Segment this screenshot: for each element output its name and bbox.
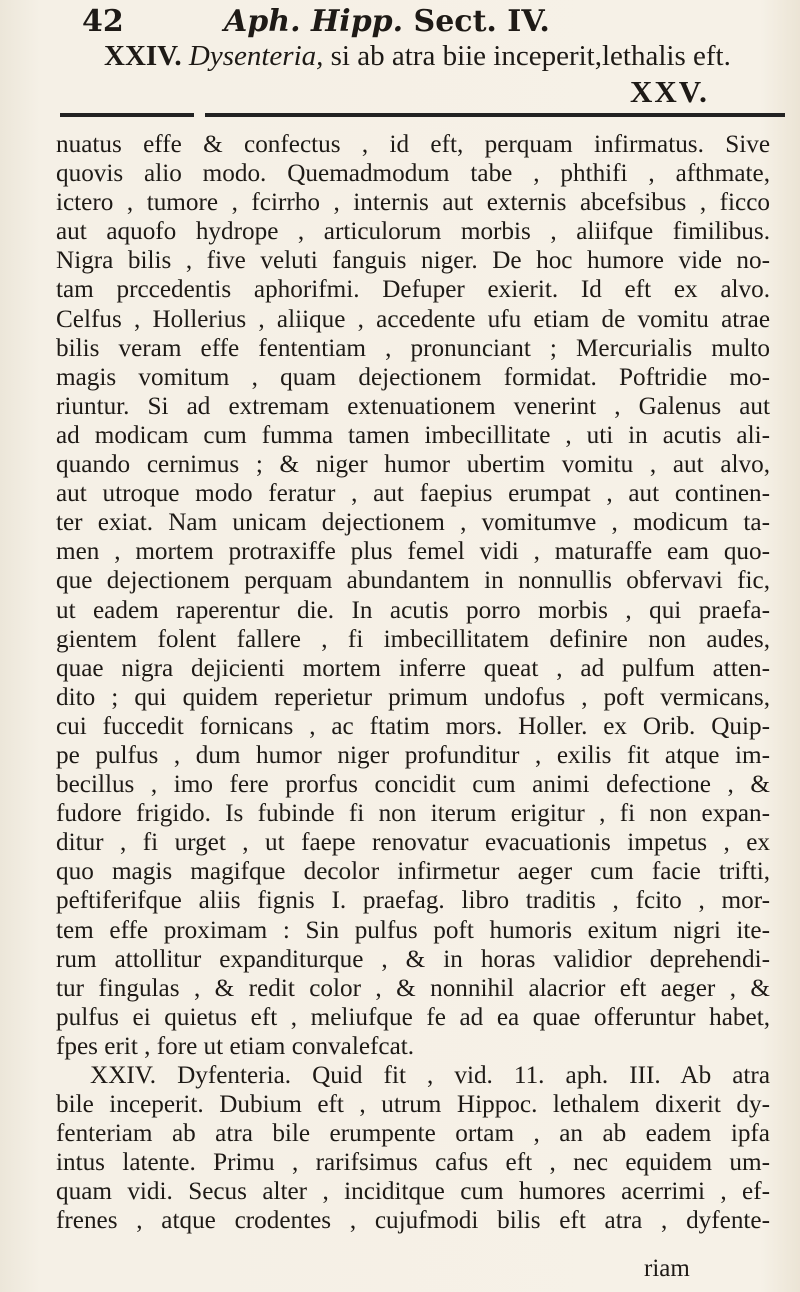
aphorism-keyword: Dysenteria,: [188, 40, 324, 72]
text-line: Celfus , Hollerius , aliique , accedente ufu etiam de vomitu atrae: [56, 305, 770, 333]
text-line: becillus , imo fere prorfus concidit cum animi defectione , &: [56, 771, 770, 799]
text-line: ictero , tumore , fcirrho , internis aut externis abcefsibus , ficco: [56, 189, 770, 217]
text-line: men , mortem protraxiffe plus femel vidi , maturaffe eam quo-: [56, 538, 770, 566]
text-line: aut utroque modo feratur , aut faepius erumpat , aut continen-: [56, 480, 770, 508]
text-line: tur fingulas , & redit color , & nonnihil alacrior eft aeger , &: [56, 974, 770, 1002]
text-line: intus latente. Primu , rarifsimus cafus eft , nec equidem um-: [56, 1149, 770, 1177]
text-line: bile inceperit. Dubium eft , utrum Hippoc. lethalem dixerit dy-: [56, 1091, 770, 1119]
text-line: tam prccedentis aphorifmi. Defuper exierit. Id eft ex alvo.: [56, 276, 770, 304]
text-line: gientem folent fallere , fi imbecillitatem definire non audes,: [56, 625, 770, 653]
running-title-text: Aph. Hipp.: [224, 4, 404, 39]
text-line: bilis veram effe fententiam , pronunciant ; Mercurialis multo: [56, 334, 770, 362]
text-line: ut eadem raperentur die. In acutis porro morbis , qui praefa-: [56, 596, 770, 624]
section-label: Sect. IV.: [413, 4, 550, 39]
text-line: fudore frigido. Is fubinde fi non iterum erigitur , fi non expan-: [56, 800, 770, 828]
text-line: quae nigra dejicienti mortem inferre queat , ad pulfum atten-: [56, 654, 770, 682]
text-line: nuatus effe & confectus , id eft, perquam infirmatus. Sive: [56, 131, 770, 158]
text-line: que dejectionem perquam abundantem in nonnullis obfervavi fic,: [56, 567, 770, 595]
page-number: 42: [82, 4, 124, 39]
aphorism-entry: [104, 40, 731, 73]
text-line: Nigra bilis , five veluti fanguis niger. De hoc humore vide no-: [56, 247, 770, 275]
text-line: magis vomitum , quam dejectionem formidat. Poftridie mo-: [56, 363, 770, 391]
text-line: XXIV. Dyfenteria. Quid fit , vid. 11. aph. III. Ab atra: [90, 1062, 770, 1089]
text-line: quam vidi. Secus alter , inciditque cum humores acerrimi , ef-: [56, 1178, 770, 1206]
text-line: rum attollitur expanditurque , & in horas validior deprehendi-: [56, 945, 770, 973]
text-line: quando cernimus ; & niger humor ubertim vomitu , aut alvo,: [56, 451, 770, 479]
aphorism-number: XXIV.: [104, 40, 182, 72]
text-line: ter exiat. Nam unicam dejectionem , vomitumve , modicum ta-: [56, 509, 770, 537]
next-aphorism-number: XXV.: [630, 74, 709, 109]
header-rule-right: [205, 113, 785, 117]
text-line: peftiferifque aliis fignis I. praefag. libro traditis , fcito , mor-: [56, 887, 770, 915]
text-line: frenes , atque crodentes , cujufmodi bilis eft atra , dyfente-: [56, 1207, 770, 1235]
text-line: quo magis magifque decolor infirmetur aeger cum facie trifti,: [56, 858, 770, 886]
text-line: riuntur. Si ad extremam extenuationem venerint , Galenus aut: [56, 392, 770, 420]
text-line: tem effe proximam : Sin pulfus poft humoris exitum nigri ite-: [56, 916, 770, 944]
commentary-text: [56, 130, 770, 1236]
catchword: riam: [644, 1255, 690, 1282]
text-line: quovis alio modo. Quemadmodum tabe , phthifi , afthmate,: [56, 160, 770, 188]
text-line: dito ; qui quidem reperietur primum undofus , poft vermicans,: [56, 683, 770, 711]
text-line: aut aquofo hydrope , articulorum morbis , aliifque fimilibus.: [56, 218, 770, 246]
text-line: ditur , fi urget , ut faepe renovatur evacuationis impetus , ex: [56, 829, 770, 857]
text-line: pe pulfus , dum humor niger profunditur , exilis fit atque im-: [56, 741, 770, 769]
text-line: pulfus ei quietus eft , meliufque fe ad ea quae offeruntur habet,: [56, 1003, 770, 1031]
text-line: fpes erit , fore ut etiam convalefcat.: [56, 1032, 415, 1060]
running-title: [224, 4, 550, 39]
header-rule-left: [60, 113, 194, 117]
text-line: fenteriam ab atra bile erumpente ortam , an ab eadem ipfa: [56, 1120, 770, 1148]
text-line: cui fuccedit fornicans , ac ftatim mors. Holler. ex Orib. Quip-: [56, 712, 770, 740]
text-line: ad modicam cum fumma tamen imbecillitate , uti in acutis ali-: [56, 421, 770, 449]
aphorism-text: si ab atra biie inceperit,lethalis eft.: [330, 40, 731, 72]
